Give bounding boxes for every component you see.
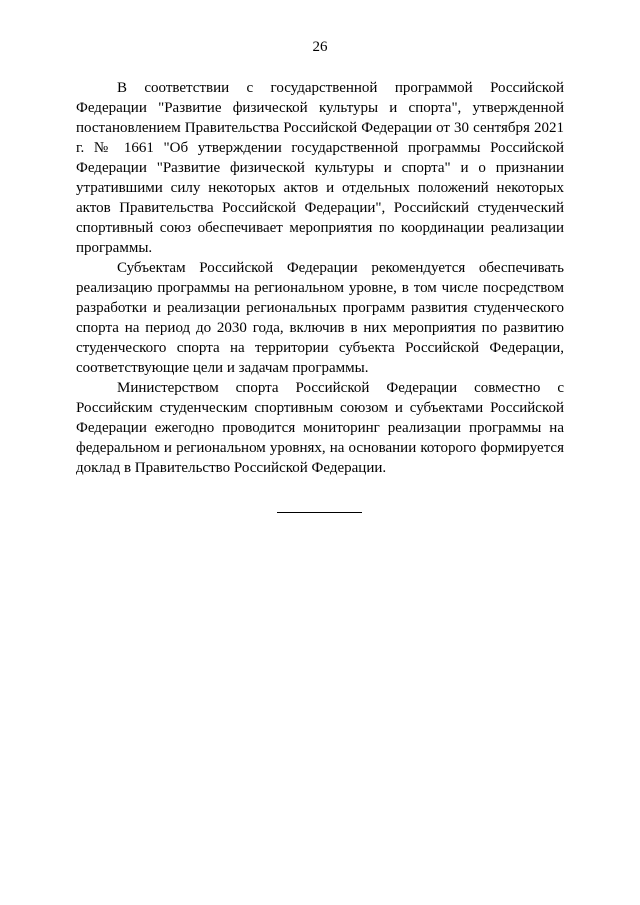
end-separator-line	[277, 512, 362, 513]
paragraph-regional-implementation: Субъектам Российской Федерации рекомендуется обеспечивать реализацию программы на региональном уровне, в том числе посредством разработки и реализации региональных программ развития студенческого спорта на период до 2030 года, включив в них мероприятия по развитию студенческого спорта на территории субъекта Российской Федерации, соответствующие цели и задачам программы.	[76, 260, 564, 376]
page-number: 26	[312, 39, 328, 55]
paragraph-monitoring: Министерством спорта Российской Федерации совместно с Российским студенческим спортивным союзом и субъектами Российской Федерации ежегодно проводится мониторинг реализации программы на федеральном и региональном уровнях, на основании которого формируется доклад в Правительство Российской Федерации.	[76, 380, 564, 476]
document-body	[76, 78, 564, 478]
paragraph-program-coordination: В соответствии с государственной программой Российской Федерации "Развитие физической культуры и спорта", утвержденной постановлением Правительства Российской Федерации от 30 сентября 2021 г. № 1661 "Об утверждении государственной программы Российской Федерации "Развитие физической культуры и спорта" и о признании утратившими силу некоторых актов и отдельных положений некоторых актов Правительства Российской Федерации", Российский студенческий спортивный союз обеспечивает мероприятия по координации реализации программы.	[76, 80, 564, 256]
